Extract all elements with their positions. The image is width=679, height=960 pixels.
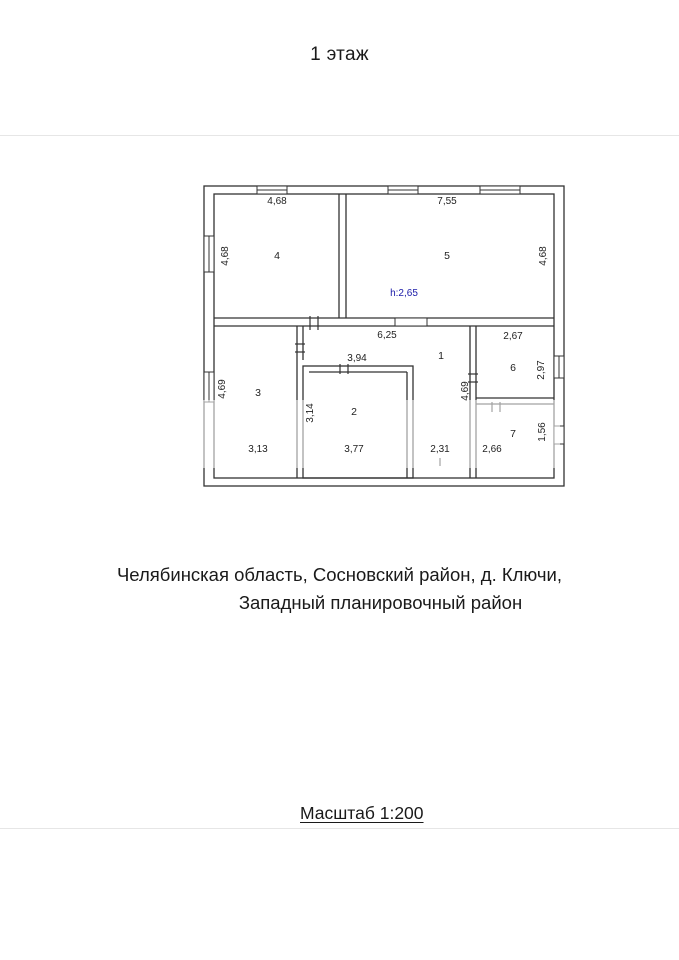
watermark-band <box>200 400 560 468</box>
dimension-label: 4,68 <box>220 246 231 266</box>
room-number: 1 <box>438 350 444 362</box>
dimension-label: 6,25 <box>377 330 397 341</box>
dimension-label: 2,67 <box>503 331 523 342</box>
scale-label: Масштаб 1:200 <box>300 803 424 823</box>
dimension-label: 2,31 <box>430 444 450 455</box>
room-number: 3 <box>255 387 261 399</box>
dimension-label: 4,68 <box>267 196 287 207</box>
room-number: 7 <box>510 428 516 440</box>
dimension-label: 3,13 <box>248 444 268 455</box>
dimension-label: 4,69 <box>460 381 471 401</box>
dimension-label: 7,55 <box>437 196 457 207</box>
ceiling-height-label: h:2,65 <box>390 288 418 299</box>
floor-title: 1 этаж <box>310 44 369 65</box>
room-number: 5 <box>444 250 450 262</box>
dimension-label: 4,68 <box>538 246 549 266</box>
address-line-2: Западный планировочный район <box>238 592 523 613</box>
room-number: 2 <box>351 406 357 418</box>
room-number: 6 <box>510 362 516 374</box>
address-line-1: Челябинская область, Сосновский район, д. Ключи, <box>116 564 563 585</box>
dimension-label: 1,56 <box>537 422 548 442</box>
dimension-label: 3,14 <box>305 403 316 423</box>
dimension-label: 2,97 <box>536 360 547 380</box>
dimension-label: 2,66 <box>482 444 502 455</box>
room-number: 4 <box>274 250 280 262</box>
window <box>395 318 427 326</box>
dimension-label: 3,77 <box>344 444 364 455</box>
dimension-label: 4,69 <box>217 379 228 399</box>
dimension-label: 3,94 <box>347 353 367 364</box>
